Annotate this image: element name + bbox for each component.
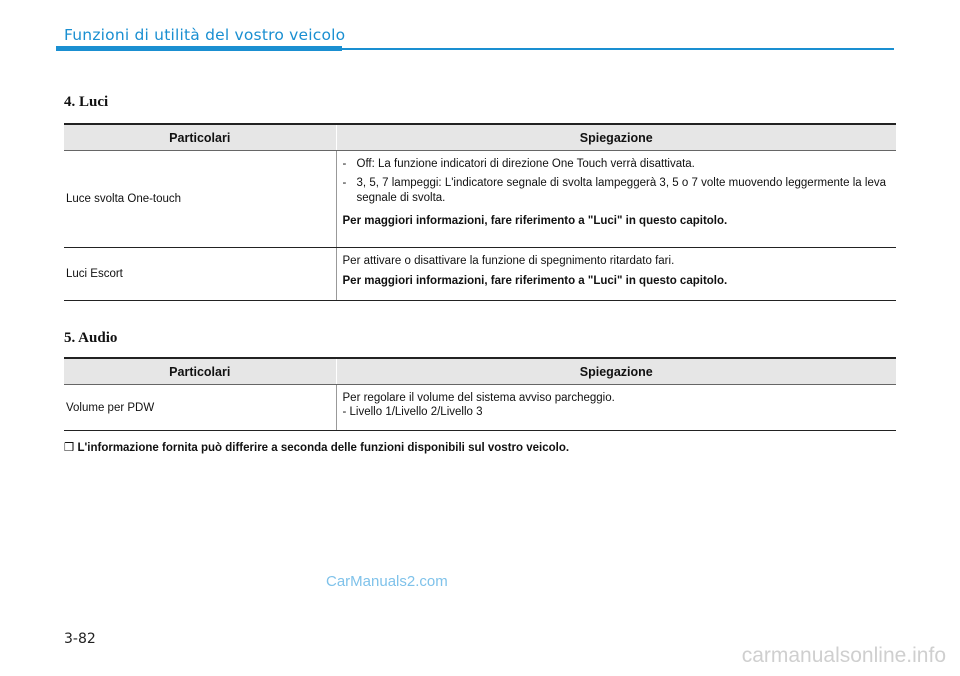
chapter-header-title: Funzioni di utilità del vostro veicolo: [64, 26, 346, 44]
explanation-text: Per attivare o disattivare la funzione di spegnimento ritardato fari.: [342, 255, 675, 267]
page-number: 3-82: [64, 631, 96, 647]
header-rule-thin: [342, 48, 894, 50]
row-item: Luce svolta One-touch: [64, 151, 336, 248]
table-header-row: [64, 124, 896, 151]
section-title-audio: 5. Audio: [64, 330, 118, 346]
audio-table: [64, 357, 896, 431]
section-title-luci: 4. Luci: [64, 94, 109, 110]
row-item: Luci Escort: [64, 248, 336, 301]
row-explanation: [336, 151, 896, 248]
column-header-spiegazione: Spiegazione: [336, 124, 896, 151]
header-rule-thick: [56, 46, 342, 51]
footnote: ❒ L'informazione fornita può differire a seconda delle funzioni disponibili sul vostro veicolo.: [64, 442, 570, 454]
table-row: [64, 151, 896, 248]
table-row: [64, 248, 896, 301]
luci-table: [64, 123, 896, 301]
row-explanation: [336, 248, 896, 301]
explanation-text: Per regolare il volume del sistema avviso parcheggio.: [342, 392, 615, 404]
reference-text: Per maggiori informazioni, fare riferimento a "Luci" in questo capitolo.: [342, 215, 728, 227]
table-header-row: [64, 358, 896, 385]
row-explanation: [336, 385, 896, 431]
row-item: Volume per PDW: [64, 385, 336, 431]
table-row: [64, 385, 896, 431]
explanation-text: - Livello 1/Livello 2/Livello 3: [342, 406, 483, 418]
watermark-link[interactable]: CarManuals2.com: [326, 573, 448, 590]
column-header-particolari: Particolari: [64, 358, 336, 385]
column-header-particolari: Particolari: [64, 124, 336, 151]
bullet-item: - Off: La funzione indicatori di direzione One Touch verrà disattivata.: [342, 158, 695, 170]
column-header-spiegazione: Spiegazione: [336, 358, 896, 385]
footer-watermark: carmanualsonline.info: [741, 644, 946, 667]
bullet-item: - 3, 5, 7 lampeggi: L'indicatore segnale di svolta lampeggerà 3, 5 o 7 volte muovendo leggermente la leva segnale di svolta.: [342, 177, 886, 204]
reference-text: Per maggiori informazioni, fare riferimento a "Luci" in questo capitolo.: [342, 275, 728, 287]
